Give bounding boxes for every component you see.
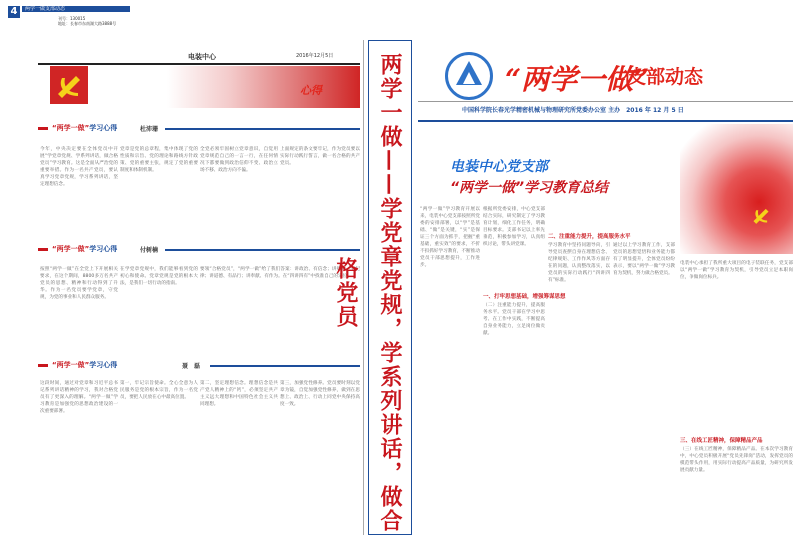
address: 地址：长春市东南湖大路3888号 [58,21,117,26]
party-emblem-icon [50,66,88,104]
right-col-6: （三）在线工匠精神，保障精品产品。在本次学习教育中，中心党员积极开展“党员先锋岗”活动，发挥党员的模范带头作用，用实际行动提高产品质量，为研究所发展贡献力量。 [680,447,793,473]
left-date: 2016年12月5日 [296,53,334,59]
masthead-quote: “两学一做” [505,63,650,96]
article-3-col-3: 第二，坚定理想信念。理想信念是共产党人精神上的“钙”，必须坚定共产主义远大理想和中国特色社会主义共同理想。 [200,381,278,407]
right-col-3: 学习教育中坚持问题导向，引导党员查摆自身在理想信念、纪律规矩、工作作风等方面存在的问题，认真整改落实，以党员的实际行动践行“四讲四有”标准。 [548,243,610,283]
left-rule [38,63,360,65]
masthead-rest: 支部动态 [627,66,704,88]
article-title-quote: “两学一做” [52,124,90,132]
masthead-subtitle: 中国科学院长春光学精密机械与物理研究所党委办公室 主办 2016 年 12 月 5 日 [462,107,684,114]
article-1-col-3: 全党必须牢固树立党章意识，自觉用党章规范自己的一言一行，在任何情况下都要做到政治信仰不变、政治立场不移、政治方向不偏。 [200,147,278,173]
spine-slogan: 两学一做——学党章党规，学系列讲话，做合格党员 [333,53,403,533]
headline-line-1: 电装中心党支部 [450,159,548,175]
logo-triangle-inner [463,72,475,84]
headline-line-2: “两学一做”学习教育总结 [450,180,609,196]
article-2-col-1: 按照“两学一做”在全党上下开展相关要求，在这个期间，8800多万名共产党员的思想、精神和行动得到了升华。作为一名党员要学党章，守党规，为党的事业和人民群众服务。 [40,267,118,300]
section-name: 电装中心 [188,53,216,61]
flag-decoration [680,124,793,254]
article-title-2 [52,244,117,254]
page-number: 4 [8,6,20,18]
subhead-2: 二、注重能力提升，提高服务水平 [548,234,631,240]
right-col-2-bottom: （二）注重能力提升，提高服务水平。党员干部在学习中思考、在工作中实践，不断提高自身业务能力，立足岗位做贡献。 [483,303,545,336]
subhead-1: 一、打牢思想基础，增强筹谋思想 [483,294,566,300]
article-marker [38,248,48,251]
article-title-1 [52,123,117,133]
right-col-5: 电装中心承担了我所重大项目的电子装联任务，党支部以“两学一做”学习教育为契机，引导党员立足本职岗位，争做岗位标兵。 [680,261,793,280]
subhead-3: 三、在线工匠精神，保障精品产品 [680,438,763,444]
right-col-4: 通过以上学习教育工作，支部党员的思想觉悟和业务能力都有了明显提升，全体党员纷纷表示，要以“两学一做”学习教育为契机，努力做合格党员。 [613,243,675,276]
article-rule [165,128,360,130]
left-header-bar: 两学一做支部动态 [22,6,130,12]
article-title-quote: “两学一做” [52,361,90,369]
article-title-quote: “两学一做” [52,245,90,253]
article-1-col-4: 上面规定的条文要牢记，作为党员要以实际行动践行誓言，做一名合格的共产党员。 [280,147,360,166]
article-2-col-2: 在学党章党规中，我们能够看到党的初心和使命。党章党规是党的根本大法，是我们一切行动的指南。 [120,267,198,286]
article-3-col-1: 这段时间，通过对党章和习近平总书记系列讲话精神的学习，我对合格党员有了更深入的理解。“两学一做”学习教育是加强党的思想政治建设的一次重要部署。 [40,381,118,414]
article-title-rest: 学习心得 [89,245,118,253]
xinde-label: 心得 [300,84,322,97]
party-emblem-icon [748,202,774,228]
article-title-rest: 学习心得 [89,361,118,369]
article-1-col-1: 今年，中央决定要在全体党员中开展“学党章党规、学系列讲话，做合格党员”学习教育。这是全面从严治党的重要举措。作为一名共产党员，要认真学习党章党规，学习系列讲话，坚定理想信念。 [40,147,118,187]
article-2-col-3: 要领“合格党员”，“两学一做”给了我们答案：讲政治、有信念；讲规矩、有纪律；讲道德、有品行；讲奉献、有作为。在“四讲四有”中找准自己的定位。 [200,267,360,279]
article-title-3 [52,360,117,370]
article-3-col-4: 第三，加强党性修养。党员要时刻以党章为镜，自觉加强党性修养，做到在思想上、政治上、行动上同党中央保持高度一致。 [280,381,360,407]
article-1-col-2: 党章是党的总章程，集中体现了党的性质和宗旨、党的理论和路线方针政策、党的重要主张，规定了党的重要制度和体制机制。 [120,147,198,173]
right-col-1: “两学一做”学习教育开展以来，电装中心党支部按照所党委的安排部署，以“学”是基础、“做”是关键，“实”是保证三个方面为抓手，把握“重基础，重实效”的要求，不折不扣抓好学习教育，不断推动党员干部思想提升，工作进步。 [420,207,480,268]
article-author-1: 杜沛珊 [140,126,159,133]
article-marker [38,127,48,130]
article-3-col-2: 第一，牢记宗旨使命。全心全意为人民服务是党的根本宗旨，作为一名党员，要把人民放在心中最高位置。 [120,381,198,400]
article-title-rest: 学习心得 [89,124,118,132]
right-col-2-top: 根据所党委安排，中心党支部结合实际，研究制定了学习教育计划，细化工作任务，明确目标要求。支部书记以上率先垂范，积极参加学习，认真组织讨论，带头讲党课。 [483,207,545,247]
article-author-2: 付树楠 [140,247,159,254]
masthead-rule [418,101,793,102]
article-marker [38,364,48,367]
issue-number: 刊号：130015 [58,16,86,21]
article-rule [165,249,360,251]
article-author-3: 聂 磊 [182,363,201,370]
article-rule [210,365,360,367]
masthead-rule-bottom [418,120,793,122]
